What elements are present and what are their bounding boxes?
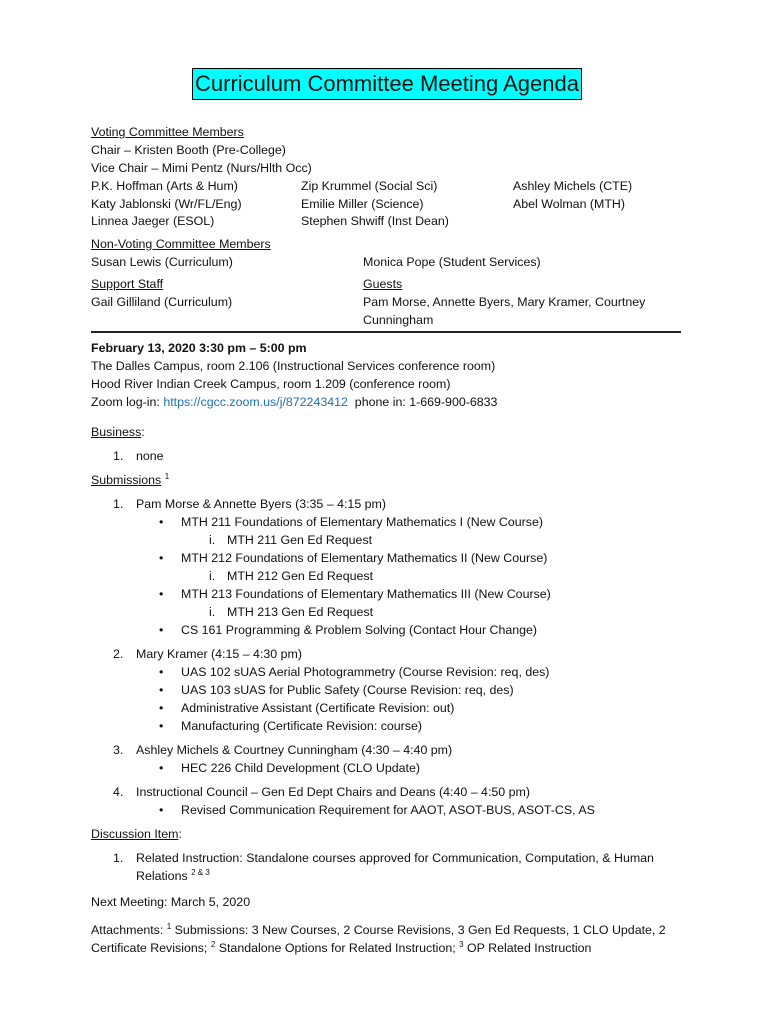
colon: : xyxy=(178,827,182,841)
sub-item xyxy=(91,531,683,549)
bullet-item xyxy=(91,513,683,531)
next-meeting: Next Meeting: March 5, 2020 xyxy=(91,895,251,909)
business-heading-line xyxy=(91,423,683,441)
title-wrap xyxy=(91,68,683,100)
item-number: 4. xyxy=(113,785,124,799)
bullet-text: Manufacturing (Certificate Revision: course) xyxy=(181,719,423,733)
non-voting-heading: Non-Voting Committee Members xyxy=(91,236,271,251)
page-title: Curriculum Committee Meeting Agenda xyxy=(192,68,582,100)
bullet-list xyxy=(91,663,683,735)
member: Monica Pope (Student Services) xyxy=(363,254,541,269)
sub-item xyxy=(91,567,683,585)
bullet-text: MTH 211 Foundations of Elementary Mathematics I (New Course) xyxy=(181,515,543,529)
bullet-list xyxy=(91,801,683,819)
bullet-text: MTH 213 Foundations of Elementary Mathematics III (New Course) xyxy=(181,587,551,601)
voting-heading: Voting Committee Members xyxy=(91,125,244,139)
member: Linnea Jaeger (ESOL) xyxy=(91,214,215,228)
member: Stephen Shwiff (Inst Dean) xyxy=(301,214,449,228)
attachments-text: Submissions: 3 New Courses, 2 Course Revisions, 3 Gen Ed Requests, 1 CLO Update, 2 Certificate Revisions; xyxy=(91,923,666,955)
footnote-ref: 2 & 3 xyxy=(191,867,210,877)
member-row xyxy=(91,195,683,213)
sub-item xyxy=(91,603,683,621)
member: Katy Jablonski (Wr/FL/Eng) xyxy=(91,196,242,211)
roman-numeral: i. xyxy=(209,533,216,547)
divider xyxy=(91,331,681,333)
bullet-icon: • xyxy=(159,761,164,775)
bullet-item xyxy=(91,621,683,639)
bullet-list xyxy=(91,513,683,639)
bullet-icon: • xyxy=(159,515,164,529)
bullet-text: UAS 102 sUAS Aerial Photogrammetry (Course Revision: req, des) xyxy=(181,665,550,679)
submissions-section xyxy=(91,471,683,819)
submissions-heading-line xyxy=(91,471,683,489)
submission-item xyxy=(91,645,683,735)
bullet-icon: • xyxy=(159,803,164,817)
support-staff xyxy=(91,275,363,329)
bullet-item xyxy=(91,801,683,819)
agenda-page xyxy=(91,68,683,957)
member-row xyxy=(91,177,683,195)
guests-names: Pam Morse, Annette Byers, Mary Kramer, Courtney Cunningham xyxy=(363,295,646,327)
submission-presenter: Mary Kramer (4:15 – 4:30 pm) xyxy=(136,647,302,661)
roman-numeral: i. xyxy=(209,569,216,583)
submission-presenter: Pam Morse & Annette Byers (3:35 – 4:15 pm) xyxy=(136,497,386,511)
location-dalles: The Dalles Campus, room 2.106 (Instructional Services conference room) xyxy=(91,359,496,373)
item-number: 2. xyxy=(113,647,124,661)
bullet-item xyxy=(91,759,683,777)
submission-presenter: Ashley Michels & Courtney Cunningham (4:30 – 4:40 pm) xyxy=(136,743,453,757)
bullet-icon: • xyxy=(159,587,164,601)
discussion-section xyxy=(91,825,683,885)
item-number: 1. xyxy=(113,449,124,463)
bullet-item xyxy=(91,663,683,681)
member: Zip Krummel (Social Sci) xyxy=(301,179,438,193)
bullet-text: Administrative Assistant (Certificate Revision: out) xyxy=(181,701,455,715)
guests-heading: Guests xyxy=(363,277,403,291)
attachments-text: Standalone Options for Related Instruction; xyxy=(215,941,460,955)
non-voting-members xyxy=(91,235,683,271)
chair: Chair – Kristen Booth (Pre-College) xyxy=(91,143,286,157)
discussion-list xyxy=(91,849,683,885)
support-guests xyxy=(91,275,683,329)
zoom-label: Zoom log-in: xyxy=(91,395,164,409)
sub-item-text: MTH 212 Gen Ed Request xyxy=(227,569,374,583)
bullet-text: CS 161 Programming & Problem Solving (Contact Hour Change) xyxy=(181,623,538,637)
guests xyxy=(363,275,683,329)
list-item xyxy=(91,849,683,885)
member: Emilie Miller (Science) xyxy=(301,196,424,211)
bullet-item xyxy=(91,549,683,567)
submission-item xyxy=(91,783,683,819)
support-heading: Support Staff xyxy=(91,277,164,291)
attachments xyxy=(91,921,683,957)
member-row xyxy=(91,212,683,230)
bullet-icon: • xyxy=(159,719,164,733)
bullet-item xyxy=(91,699,683,717)
meeting-datetime: February 13, 2020 3:30 pm – 5:00 pm xyxy=(91,341,307,355)
submissions-heading: Submissions xyxy=(91,473,162,487)
discussion-item: Related Instruction: Standalone courses approved for Communication, Computation, & Human Relations xyxy=(136,851,654,883)
location-hood-river: Hood River Indian Creek Campus, room 1.209 (conference room) xyxy=(91,377,451,391)
submission-item xyxy=(91,741,683,777)
bullet-icon: • xyxy=(159,701,164,715)
list-item xyxy=(91,447,683,465)
submission-presenter: Instructional Council – Gen Ed Dept Chairs and Deans (4:40 – 4:50 pm) xyxy=(136,785,530,799)
bullet-icon: • xyxy=(159,683,164,697)
attachments-label: Attachments: xyxy=(91,923,167,937)
item-number: 3. xyxy=(113,743,124,757)
vice-chair: Vice Chair – Mimi Pentz (Nurs/Hlth Occ) xyxy=(91,161,312,175)
bullet-icon: • xyxy=(159,623,164,637)
non-voting-row xyxy=(91,253,683,271)
business-item: none xyxy=(136,449,164,463)
roman-numeral: i. xyxy=(209,605,216,619)
business-section xyxy=(91,423,683,465)
attachments-text: OP Related Instruction xyxy=(463,941,592,955)
bullet-text: Revised Communication Requirement for AAOT, ASOT-BUS, ASOT-CS, AS xyxy=(181,803,595,817)
bullet-item xyxy=(91,717,683,735)
footnote-ref: 2 xyxy=(210,939,216,949)
submission-item xyxy=(91,495,683,639)
member: P.K. Hoffman (Arts & Hum) xyxy=(91,179,238,193)
submissions-list xyxy=(91,495,683,819)
colon: : xyxy=(141,425,145,439)
footnote-ref: 1 xyxy=(166,921,172,931)
bullet-icon: • xyxy=(159,551,164,565)
sub-item-text: MTH 211 Gen Ed Request xyxy=(227,533,373,547)
member: Susan Lewis (Curriculum) xyxy=(91,254,233,269)
support-name: Gail Gilliland (Curriculum) xyxy=(91,295,233,309)
member: Ashley Michels (CTE) xyxy=(513,179,633,193)
voting-members xyxy=(91,123,683,230)
bullet-item xyxy=(91,585,683,603)
footnote-ref: 3 xyxy=(459,939,464,949)
item-number: 1. xyxy=(113,497,124,511)
bullet-text: MTH 212 Foundations of Elementary Mathematics II (New Course) xyxy=(181,551,548,565)
bullet-item xyxy=(91,681,683,699)
zoom-line xyxy=(91,393,683,411)
item-number: 1. xyxy=(113,851,124,865)
discussion-heading-line xyxy=(91,825,683,843)
meeting-info xyxy=(91,339,683,411)
bullet-icon: • xyxy=(159,665,164,679)
bullet-text: HEC 226 Child Development (CLO Update) xyxy=(181,761,420,775)
discussion-heading: Discussion Item xyxy=(91,827,179,841)
bullet-text: UAS 103 sUAS for Public Safety (Course Revision: req, des) xyxy=(181,683,514,697)
member: Abel Wolman (MTH) xyxy=(513,196,625,211)
zoom-link[interactable]: https://cgcc.zoom.us/j/872243412 xyxy=(163,395,348,409)
footnote-ref: 1 xyxy=(164,471,170,481)
business-list xyxy=(91,447,683,465)
business-heading: Business xyxy=(91,425,142,439)
phone-in: phone in: 1-669-900-6833 xyxy=(347,395,498,409)
member xyxy=(513,212,683,230)
bullet-list xyxy=(91,759,683,777)
sub-item-text: MTH 213 Gen Ed Request xyxy=(227,605,374,619)
